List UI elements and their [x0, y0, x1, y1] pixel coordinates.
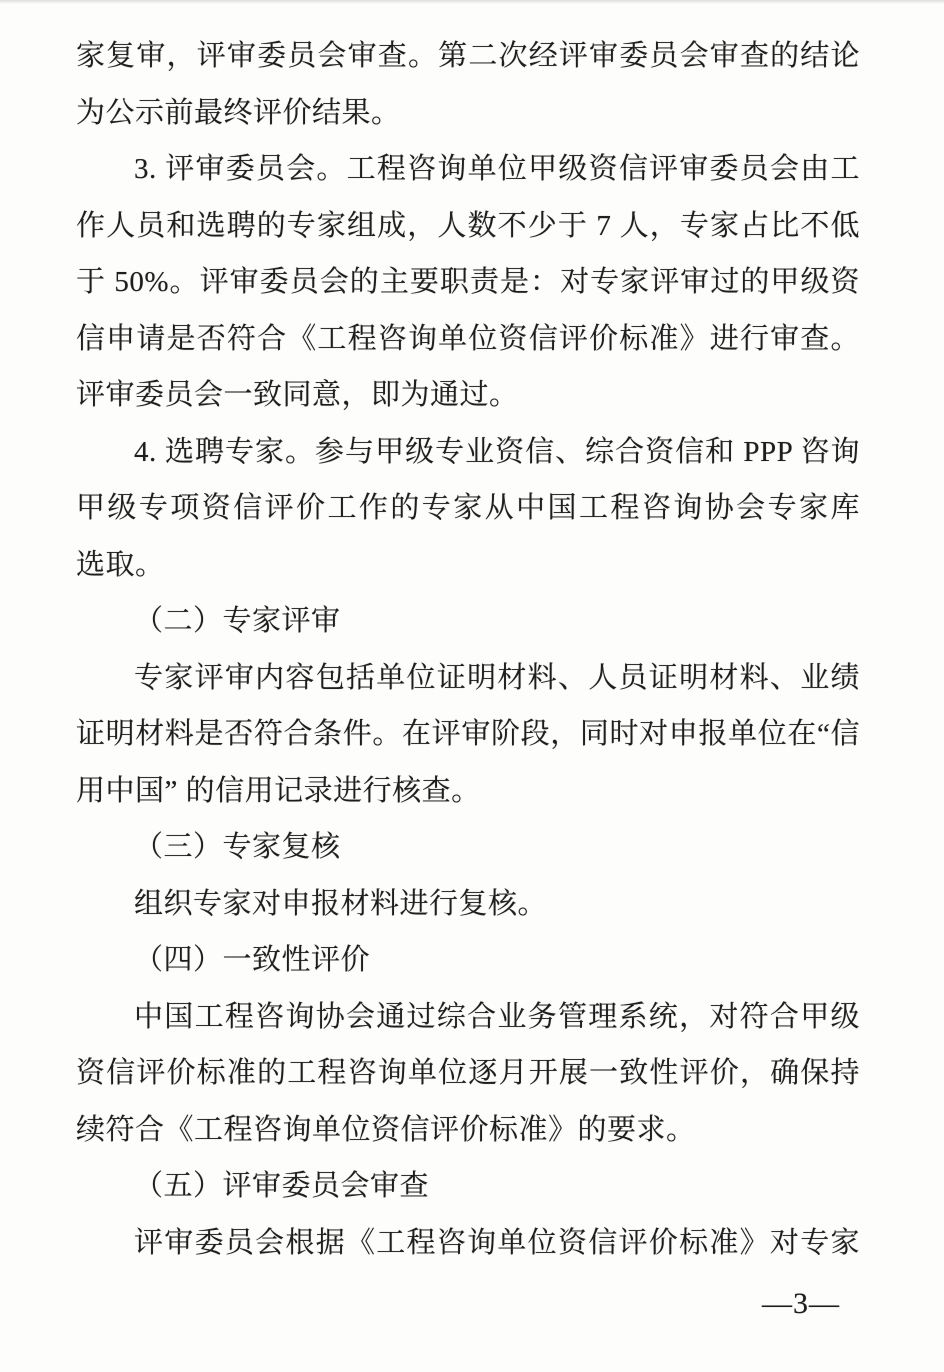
doc-line: 中国工程咨询协会通过综合业务管理系统，对符合甲级: [134, 1000, 860, 1033]
doc-line: 于 50%。评审委员会的主要职责是：对专家评审过的甲级资: [76, 266, 860, 298]
doc-heading-section-4: （四）一致性评价: [134, 944, 371, 976]
doc-line: 续符合《工程咨询单位资信评价标准》的要求。: [76, 1113, 696, 1146]
doc-line: 作人员和选聘的专家组成，人数不少于 7 人，专家占比不低: [76, 209, 860, 242]
doc-heading-section-5: （五）评审委员会审查: [134, 1170, 430, 1202]
doc-line: 专家评审内容包括单位证明材料、人员证明材料、业绩: [134, 661, 860, 694]
doc-line-item-4: 4. 选聘专家。参与甲级专业资信、综合资信和 PPP 咨询: [134, 435, 860, 468]
doc-line: 组织专家对申报材料进行复核。: [134, 887, 548, 920]
doc-line: 评审委员会根据《工程咨询单位资信评价标准》对专家: [134, 1226, 860, 1259]
doc-line: 评审委员会一致同意，即为通过。: [76, 379, 519, 411]
doc-line: 信申请是否符合《工程咨询单位资信评价标准》进行审查。: [76, 322, 860, 355]
page-number: —3—: [762, 1287, 840, 1320]
doc-line-item-3: 3. 评审委员会。工程咨询单位甲级资信评审委员会由工: [134, 153, 860, 185]
doc-line: 为公示前最终评价结果。: [76, 96, 401, 129]
doc-line: 选取。: [76, 548, 165, 581]
doc-line: 用中国” 的信用记录进行核查。: [76, 774, 481, 807]
doc-line: 甲级专项资信评价工作的专家从中国工程咨询协会专家库: [76, 492, 860, 524]
doc-heading-section-3: （三）专家复核: [134, 831, 341, 863]
doc-line: 证明材料是否符合条件。在评审阶段，同时对申报单位在“信: [76, 718, 860, 750]
doc-line: 家复审，评审委员会审查。第二次经评审委员会审查的结论: [76, 40, 860, 72]
doc-heading-section-2: （二）专家评审: [134, 605, 341, 637]
doc-line: 资信评价标准的工程咨询单位逐月开展一致性评价，确保持: [76, 1057, 860, 1089]
